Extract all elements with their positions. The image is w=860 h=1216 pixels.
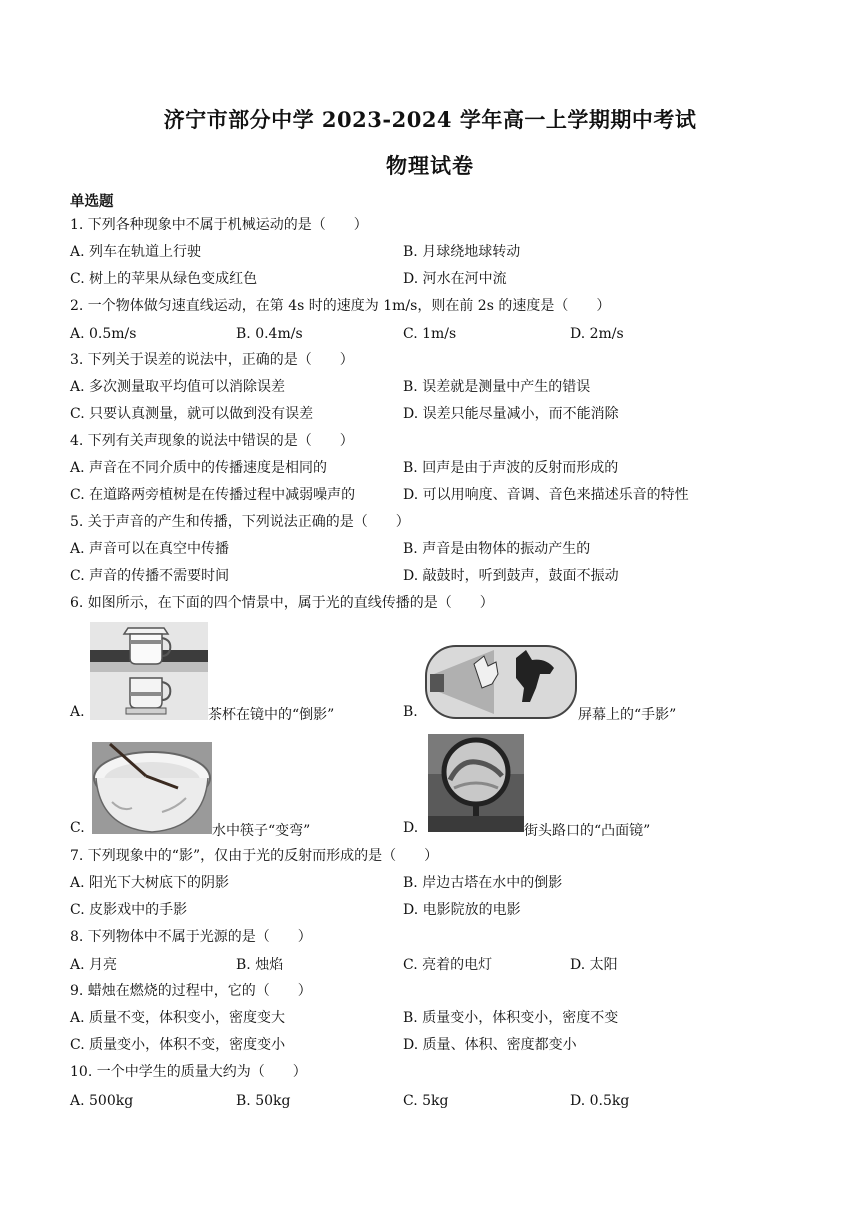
q8-option-d: D. 太阳: [570, 957, 618, 973]
q1-option-a: A. 列车在轨道上行驶: [70, 244, 202, 260]
q3-option-d: D. 误差只能尽量减小，而不能消除: [403, 406, 619, 422]
q10-option-d: D. 0.5kg: [570, 1093, 630, 1109]
q6-option-b-caption: 屏幕上的“手影”: [578, 707, 677, 723]
question-4-stem: 4. 下列有关声现象的说法中错误的是（ ）: [70, 433, 354, 449]
q4-option-c: C. 在道路两旁植树是在传播过程中减弱噪声的: [70, 487, 356, 503]
q10-option-b: B. 50kg: [236, 1093, 291, 1109]
q4-option-b: B. 回声是由于声波的反射而形成的: [403, 460, 619, 476]
q9-option-d: D. 质量、体积、密度都变小: [403, 1037, 577, 1053]
q6-option-a-caption: 茶杯在镜中的“倒影”: [208, 707, 335, 723]
q7-option-d: D. 电影院放的电影: [403, 902, 521, 918]
q9-option-b: B. 质量变小，体积变小，密度不变: [403, 1010, 619, 1026]
q10-option-a: A. 500kg: [70, 1093, 134, 1109]
q4-option-d: D. 可以用响度、音调、音色来描述乐音的特性: [403, 487, 689, 503]
question-3-stem: 3. 下列关于误差的说法中，正确的是（ ）: [70, 352, 354, 368]
q6-option-b-letter: B.: [403, 704, 418, 720]
q6-option-a-letter: A.: [70, 704, 85, 720]
question-6-stem: 6. 如图所示，在下面的四个情景中，属于光的直线传播的是（ ）: [70, 595, 494, 611]
q2-option-b: B. 0.4m/s: [236, 326, 303, 342]
teacup-reflection-image: [90, 622, 208, 720]
q9-option-a: A. 质量不变，体积变小，密度变大: [70, 1010, 286, 1026]
question-9-stem: 9. 蜡烛在燃烧的过程中，它的（ ）: [70, 983, 312, 999]
q8-option-b: B. 烛焰: [236, 957, 284, 973]
question-5-stem: 5. 关于声音的产生和传播，下列说法正确的是（ ）: [70, 514, 410, 530]
exam-title: 济宁市部分中学 2023-2024 学年高一上学期期中考试: [163, 107, 697, 132]
q8-option-a: A. 月亮: [70, 957, 118, 973]
convex-mirror-image: [428, 734, 524, 832]
q6-option-c-letter: C.: [70, 820, 85, 836]
section-heading: 单选题: [70, 194, 114, 210]
q3-option-c: C. 只要认真测量，就可以做到没有误差: [70, 406, 314, 422]
exam-subtitle: 物理试卷: [386, 153, 474, 178]
q7-option-a: A. 阳光下大树底下的阴影: [70, 875, 230, 891]
q2-option-a: A. 0.5m/s: [70, 326, 137, 342]
q8-option-c: C. 亮着的电灯: [403, 957, 493, 973]
q5-option-a: A. 声音可以在真空中传播: [70, 541, 230, 557]
question-10-stem: 10. 一个中学生的质量大约为（ ）: [70, 1064, 307, 1080]
hand-shadow-image: [424, 644, 578, 720]
q3-option-b: B. 误差就是测量中产生的错误: [403, 379, 591, 395]
question-2-stem: 2. 一个物体做匀速直线运动，在第 4s 时的速度为 1m/s，则在前 2s 的速度是（ ）: [70, 298, 611, 314]
q2-option-c: C. 1m/s: [403, 326, 457, 342]
q1-option-b: B. 月球绕地球转动: [403, 244, 521, 260]
question-8-stem: 8. 下列物体中不属于光源的是（ ）: [70, 929, 312, 945]
question-7-stem: 7. 下列现象中的“影”，仅由于光的反射而形成的是（ ）: [70, 848, 439, 864]
q4-option-a: A. 声音在不同介质中的传播速度是相同的: [70, 460, 328, 476]
q5-option-b: B. 声音是由物体的振动产生的: [403, 541, 591, 557]
q7-option-b: B. 岸边古塔在水中的倒影: [403, 875, 563, 891]
q10-option-c: C. 5kg: [403, 1093, 449, 1109]
q3-option-a: A. 多次测量取平均值可以消除误差: [70, 379, 286, 395]
question-1-stem: 1. 下列各种现象中不属于机械运动的是（ ）: [70, 217, 368, 233]
q5-option-c: C. 声音的传播不需要时间: [70, 568, 230, 584]
q5-option-d: D. 敲鼓时，听到鼓声，鼓面不振动: [403, 568, 619, 584]
q6-option-c-caption: 水中筷子“变弯”: [212, 823, 311, 839]
q1-option-c: C. 树上的苹果从绿色变成红色: [70, 271, 258, 287]
q6-option-d-letter: D.: [403, 820, 419, 836]
q2-option-d: D. 2m/s: [570, 326, 624, 342]
q7-option-c: C. 皮影戏中的手影: [70, 902, 188, 918]
bent-chopsticks-image: [92, 742, 212, 834]
q1-option-d: D. 河水在河中流: [403, 271, 507, 287]
q6-option-d-caption: 街头路口的“凸面镜”: [524, 823, 651, 839]
q9-option-c: C. 质量变小，体积不变，密度变小: [70, 1037, 286, 1053]
